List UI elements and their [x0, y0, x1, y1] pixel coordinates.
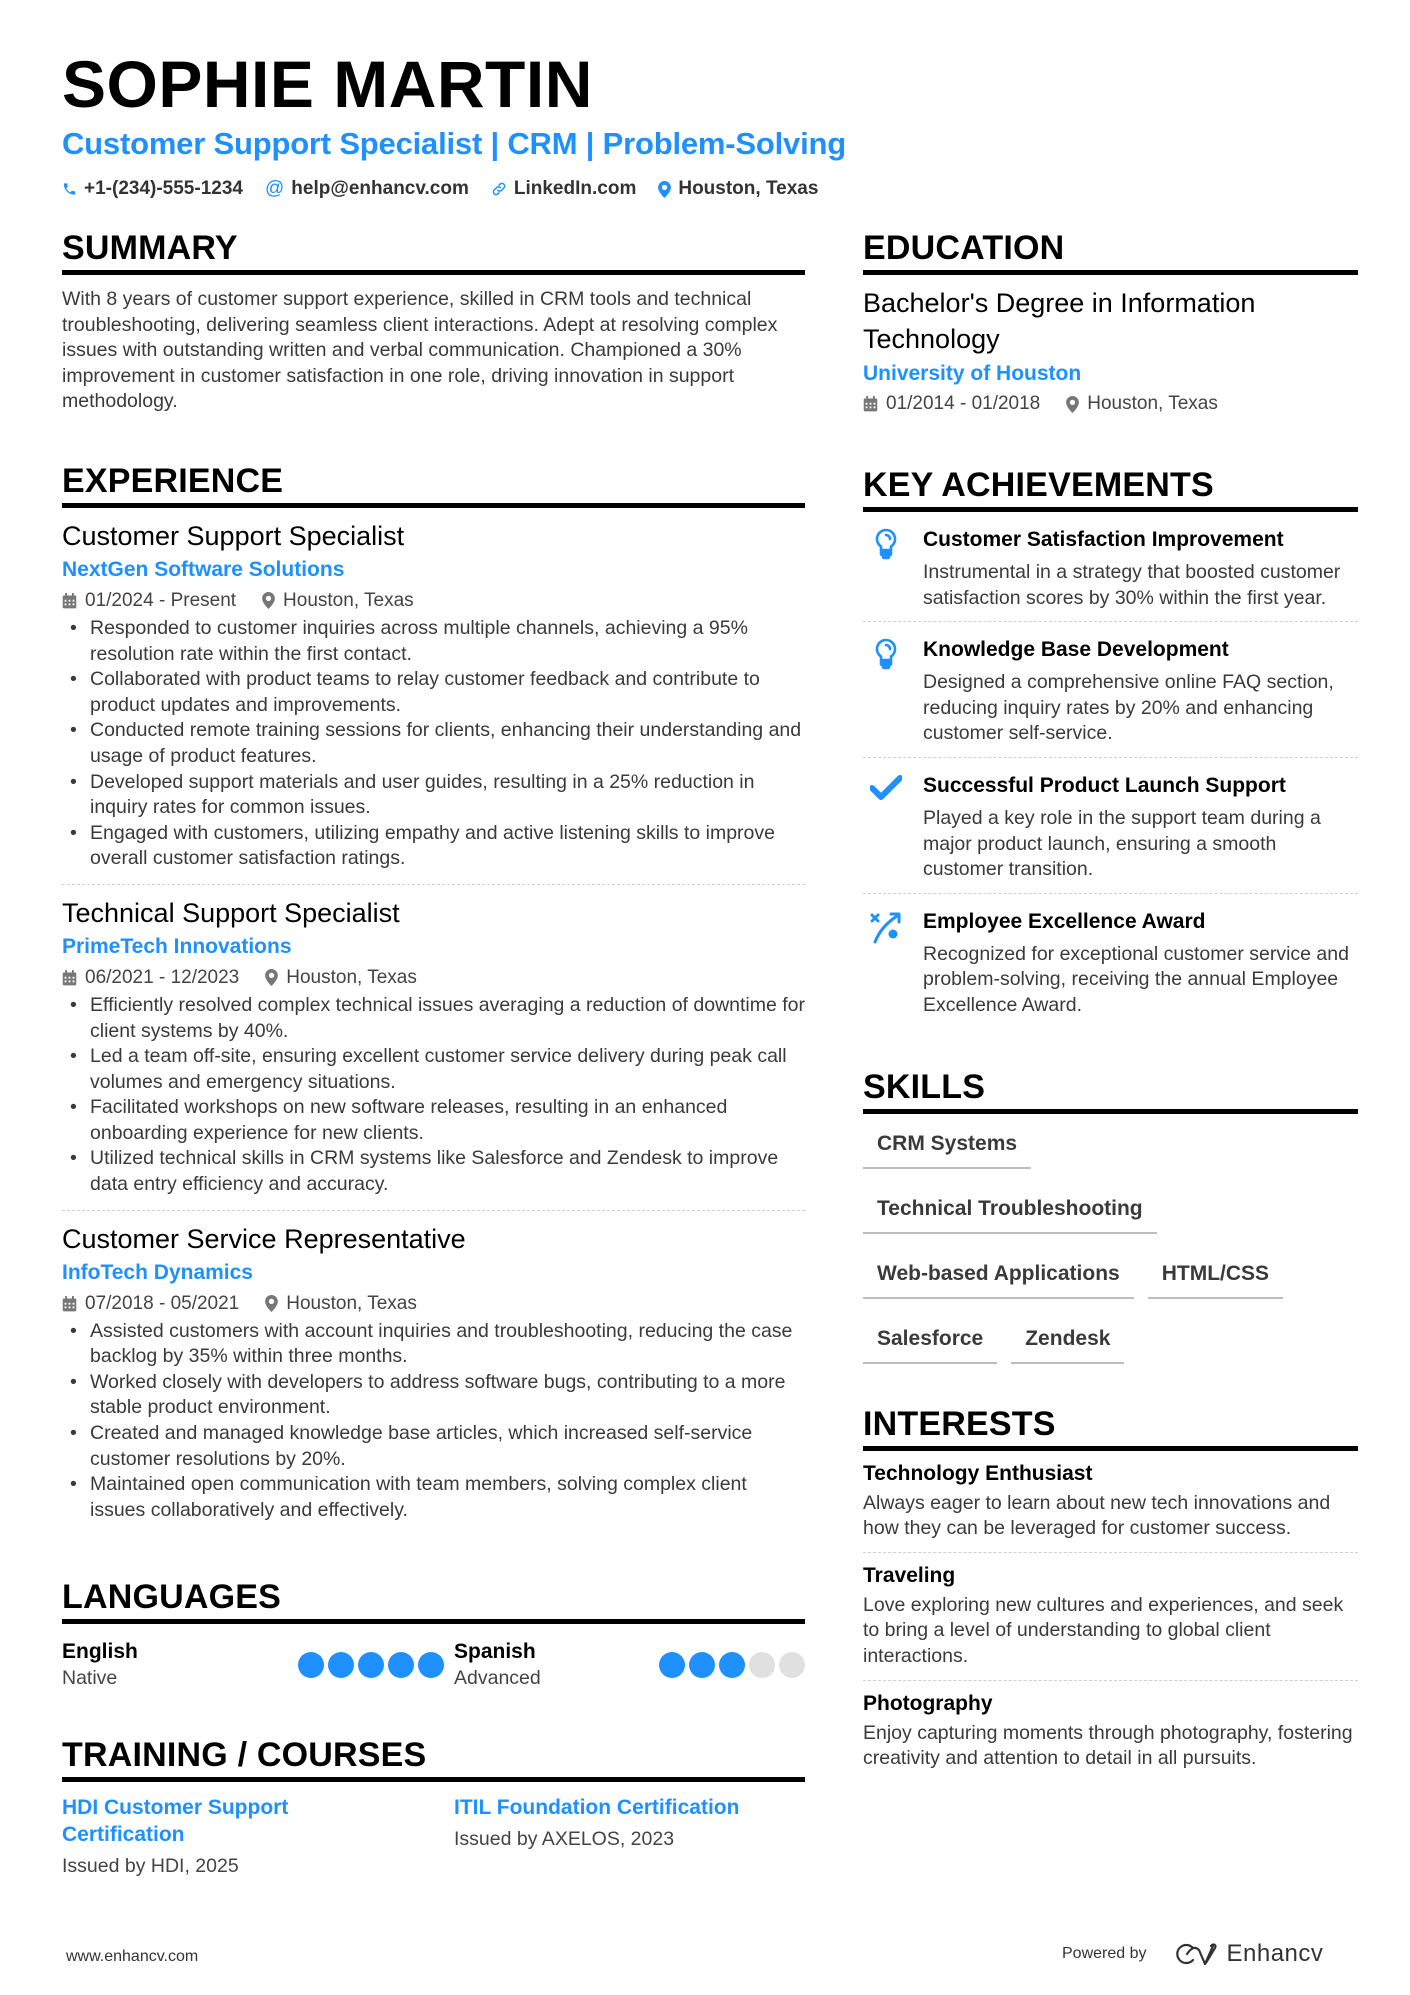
skills-section: [863, 1065, 1358, 1364]
bullet-item: • Led a team off-site, ensuring excellent customer service delivery during peak call volumes and emergency situations.: [62, 1044, 805, 1095]
bullet-item: • Maintained open communication with team members, solving complex client issues collaboratively and effectively.: [62, 1472, 805, 1523]
strategy-icon: [863, 908, 923, 1019]
dot-filled: [388, 1652, 414, 1678]
achievement-desc: Designed a comprehensive online FAQ section, reducing inquiry rates by 20% and enhancing customer self-service.: [923, 671, 1334, 745]
calendar-icon: [62, 593, 77, 609]
section-title-languages: LANGUAGES: [62, 1575, 805, 1624]
company-name: NextGen Software Solutions: [62, 557, 345, 581]
job-dates: 01/2024 - Present: [85, 589, 237, 611]
bullet-item: • Facilitated workshops on new software releases, resulting in an enhanced onboarding experience for new clients.: [62, 1095, 805, 1146]
course-title: ITIL Foundation Certification: [454, 1796, 740, 1820]
job-title: Technical Support Specialist: [62, 897, 400, 928]
lightbulb-icon: [863, 526, 923, 611]
skill-tag: HTML/CSS: [1148, 1254, 1283, 1299]
interest-item: [863, 1681, 1358, 1782]
job-bullets: [62, 616, 805, 872]
link-icon: [491, 181, 507, 197]
contact-location: [658, 178, 818, 200]
section-title-education: EDUCATION: [863, 226, 1358, 275]
dot-filled: [418, 1652, 444, 1678]
resume-header: [62, 44, 1362, 202]
languages-section: [62, 1575, 805, 1691]
interest-desc: Love exploring new cultures and experiences, and seek to bring a level of understanding to global client interactions.: [863, 1593, 1344, 1667]
interest-item: [863, 1451, 1358, 1553]
summary-text: With 8 years of customer support experience, skilled in CRM tools and technical troubleshooting, delivering seamless client interactions. Adept at resolving complex issues with outstanding written and verbal communication. Championed a 30% improvement in customer satisfaction in one role, driving innovation in support methodology.: [62, 288, 778, 413]
right-column: [863, 226, 1358, 1816]
contact-linkedin[interactable]: [491, 178, 636, 200]
language-item: [454, 1638, 805, 1691]
achievement-desc: Played a key role in the support team during a major product launch, ensuring a smooth customer transition.: [923, 806, 1321, 881]
achievement-title: Knowledge Base Development: [923, 638, 1229, 662]
achievement-item: [863, 894, 1358, 1029]
section-title-training: TRAINING / COURSES: [62, 1733, 805, 1782]
phone-icon: [62, 181, 77, 197]
location-pin-icon: [262, 592, 275, 609]
section-title-achievements: KEY ACHIEVEMENTS: [863, 463, 1358, 512]
at-icon: @: [264, 178, 285, 199]
language-level: Advanced: [454, 1667, 541, 1690]
section-title-experience: EXPERIENCE: [62, 459, 805, 508]
bullet-item: • Utilized technical skills in CRM systems like Salesforce and Zendesk to improve data entry efficiency and accuracy.: [62, 1146, 805, 1197]
course-item: [454, 1794, 805, 1881]
achievement-title: Employee Excellence Award: [923, 909, 1206, 933]
interest-desc: Always eager to learn about new tech innovations and how they can be leveraged for customer success.: [863, 1491, 1331, 1540]
language-level: Native: [62, 1667, 118, 1690]
achievement-title: Customer Satisfaction Improvement: [923, 528, 1284, 551]
education-location: Houston, Texas: [1087, 393, 1218, 414]
calendar-icon: [62, 1296, 77, 1312]
school-name: University of Houston: [863, 362, 1082, 385]
achievement-title: Successful Product Launch Support: [923, 773, 1286, 797]
bullet-item: • Efficiently resolved complex technical issues averaging a reduction of downtime for client systems by 40%.: [62, 993, 805, 1044]
dot-empty: [779, 1652, 805, 1678]
contact-email[interactable]: [265, 178, 469, 200]
job-entry: [62, 885, 805, 1211]
enhancv-brand: Enhancv: [1226, 1940, 1324, 1967]
section-title-skills: SKILLS: [863, 1065, 1358, 1114]
job-meta: [62, 1289, 805, 1319]
achievement-desc: Recognized for exceptional customer service and problem-solving, receiving the annual Employee Excellence Award.: [923, 942, 1349, 1016]
job-title: Customer Support Specialist: [62, 520, 405, 551]
footer-website-link[interactable]: www.enhancv.com: [66, 1948, 199, 1965]
checkmark-icon: [863, 772, 923, 883]
section-title-interests: INTERESTS: [863, 1402, 1358, 1451]
location-pin-icon: [658, 181, 671, 198]
courses-list: [62, 1794, 805, 1881]
education-meta: [863, 389, 1358, 419]
location-pin-icon: [1066, 396, 1079, 413]
skill-tag: CRM Systems: [863, 1124, 1031, 1169]
languages-list: [62, 1638, 805, 1691]
left-column: [62, 226, 805, 1915]
interests-section: [863, 1402, 1358, 1782]
job-dates: 06/2021 - 12/2023: [85, 966, 240, 988]
achievement-item: [863, 622, 1358, 758]
summary-section: [62, 226, 805, 415]
training-section: [62, 1733, 805, 1881]
linkedin-text: LinkedIn.com: [513, 178, 637, 199]
skills-list: [863, 1124, 1358, 1364]
proficiency-dots: [298, 1652, 444, 1678]
dot-filled: [689, 1652, 715, 1678]
education-dates: 01/2014 - 01/2018: [886, 393, 1041, 414]
interest-title: Traveling: [863, 1563, 956, 1587]
job-dates: 07/2018 - 05/2021: [85, 1292, 240, 1314]
achievements-section: [863, 463, 1358, 1029]
dot-filled: [659, 1652, 685, 1678]
contact-row: [62, 176, 1362, 202]
contact-phone[interactable]: [62, 178, 243, 200]
job-entry: [62, 508, 805, 885]
dot-empty: [749, 1652, 775, 1678]
course-issuer: Issued by HDI, 2025: [62, 1855, 239, 1878]
company-name: PrimeTech Innovations: [62, 934, 292, 958]
interest-desc: Enjoy capturing moments through photography, fostering creativity and attention to detail in all pursuits.: [863, 1721, 1353, 1770]
achievement-item: [863, 512, 1358, 622]
bullet-item: • Collaborated with product teams to relay customer feedback and contribute to product updates and improvements.: [62, 667, 805, 718]
footer-powered-by[interactable]: [1062, 1940, 1323, 1968]
candidate-name: SOPHIE MARTIN: [62, 47, 593, 121]
bullet-item: • Assisted customers with account inquiries and troubleshooting, reducing the case backlog by 35% within three months.: [62, 1319, 805, 1370]
email-text: help@enhancv.com: [291, 178, 469, 199]
bullet-item: • Engaged with customers, utilizing empathy and active listening skills to improve overall customer satisfaction ratings.: [62, 821, 805, 872]
achievement-item: [863, 758, 1358, 894]
course-item: [62, 1794, 454, 1881]
section-title-summary: SUMMARY: [62, 226, 805, 275]
location-pin-icon: [265, 969, 278, 986]
job-bullets: [62, 1319, 805, 1524]
interest-title: Technology Enthusiast: [863, 1461, 1093, 1485]
bullet-item: • Responded to customer inquiries across multiple channels, achieving a 95% resolution rate within the first contact.: [62, 616, 805, 667]
bullet-item: • Created and managed knowledge base articles, which increased self-service customer resolutions by 20%.: [62, 1421, 805, 1472]
job-location: Houston, Texas: [283, 589, 414, 611]
skill-tag: Technical Troubleshooting: [863, 1189, 1157, 1234]
job-bullets: [62, 993, 805, 1198]
course-title: HDI Customer Support Certification: [62, 1796, 289, 1847]
education-section: [863, 226, 1358, 419]
interest-item: [863, 1553, 1358, 1681]
job-meta: [62, 586, 805, 616]
bullet-item: • Developed support materials and user guides, resulting in a 25% reduction in inquiry rates for common issues.: [62, 770, 805, 821]
bullet-item: • Worked closely with developers to address software bugs, contributing to a more stable product environment.: [62, 1370, 805, 1421]
experience-section: [62, 459, 805, 1535]
calendar-icon: [863, 396, 878, 412]
skill-tag: Web-based Applications: [863, 1254, 1134, 1299]
phone-text: +1-(234)-555-1234: [84, 178, 243, 199]
powered-by-label: Powered by: [1062, 1945, 1147, 1962]
language-name: Spanish: [454, 1640, 536, 1664]
lightbulb-icon: [863, 636, 923, 747]
job-title: Customer Service Representative: [62, 1223, 466, 1254]
dot-filled: [328, 1652, 354, 1678]
location-text: Houston, Texas: [678, 178, 819, 199]
language-item: [62, 1638, 454, 1691]
language-name: English: [62, 1640, 138, 1664]
degree-name: Bachelor's Degree in Information Technology: [863, 288, 1256, 354]
bullet-item: • Conducted remote training sessions for clients, enhancing their understanding and usage of product features.: [62, 718, 805, 769]
dot-filled: [358, 1652, 384, 1678]
job-location: Houston, Texas: [286, 966, 417, 988]
dot-filled: [719, 1652, 745, 1678]
enhancv-logo-icon: [1173, 1941, 1219, 1967]
skill-tag: Salesforce: [863, 1319, 997, 1364]
job-entry: [62, 1211, 805, 1536]
job-location: Houston, Texas: [286, 1292, 417, 1314]
achievement-desc: Instrumental in a strategy that boosted customer satisfaction scores by 30% within the first year.: [923, 561, 1341, 609]
company-name: InfoTech Dynamics: [62, 1260, 253, 1284]
proficiency-dots: [659, 1652, 805, 1678]
location-pin-icon: [265, 1295, 278, 1312]
interest-title: Photography: [863, 1691, 993, 1715]
job-meta: [62, 963, 805, 993]
skill-tag: Zendesk: [1011, 1319, 1124, 1364]
calendar-icon: [62, 970, 77, 986]
candidate-headline: Customer Support Specialist | CRM | Problem-Solving: [62, 126, 846, 161]
dot-filled: [298, 1652, 324, 1678]
course-issuer: Issued by AXELOS, 2023: [454, 1828, 675, 1851]
